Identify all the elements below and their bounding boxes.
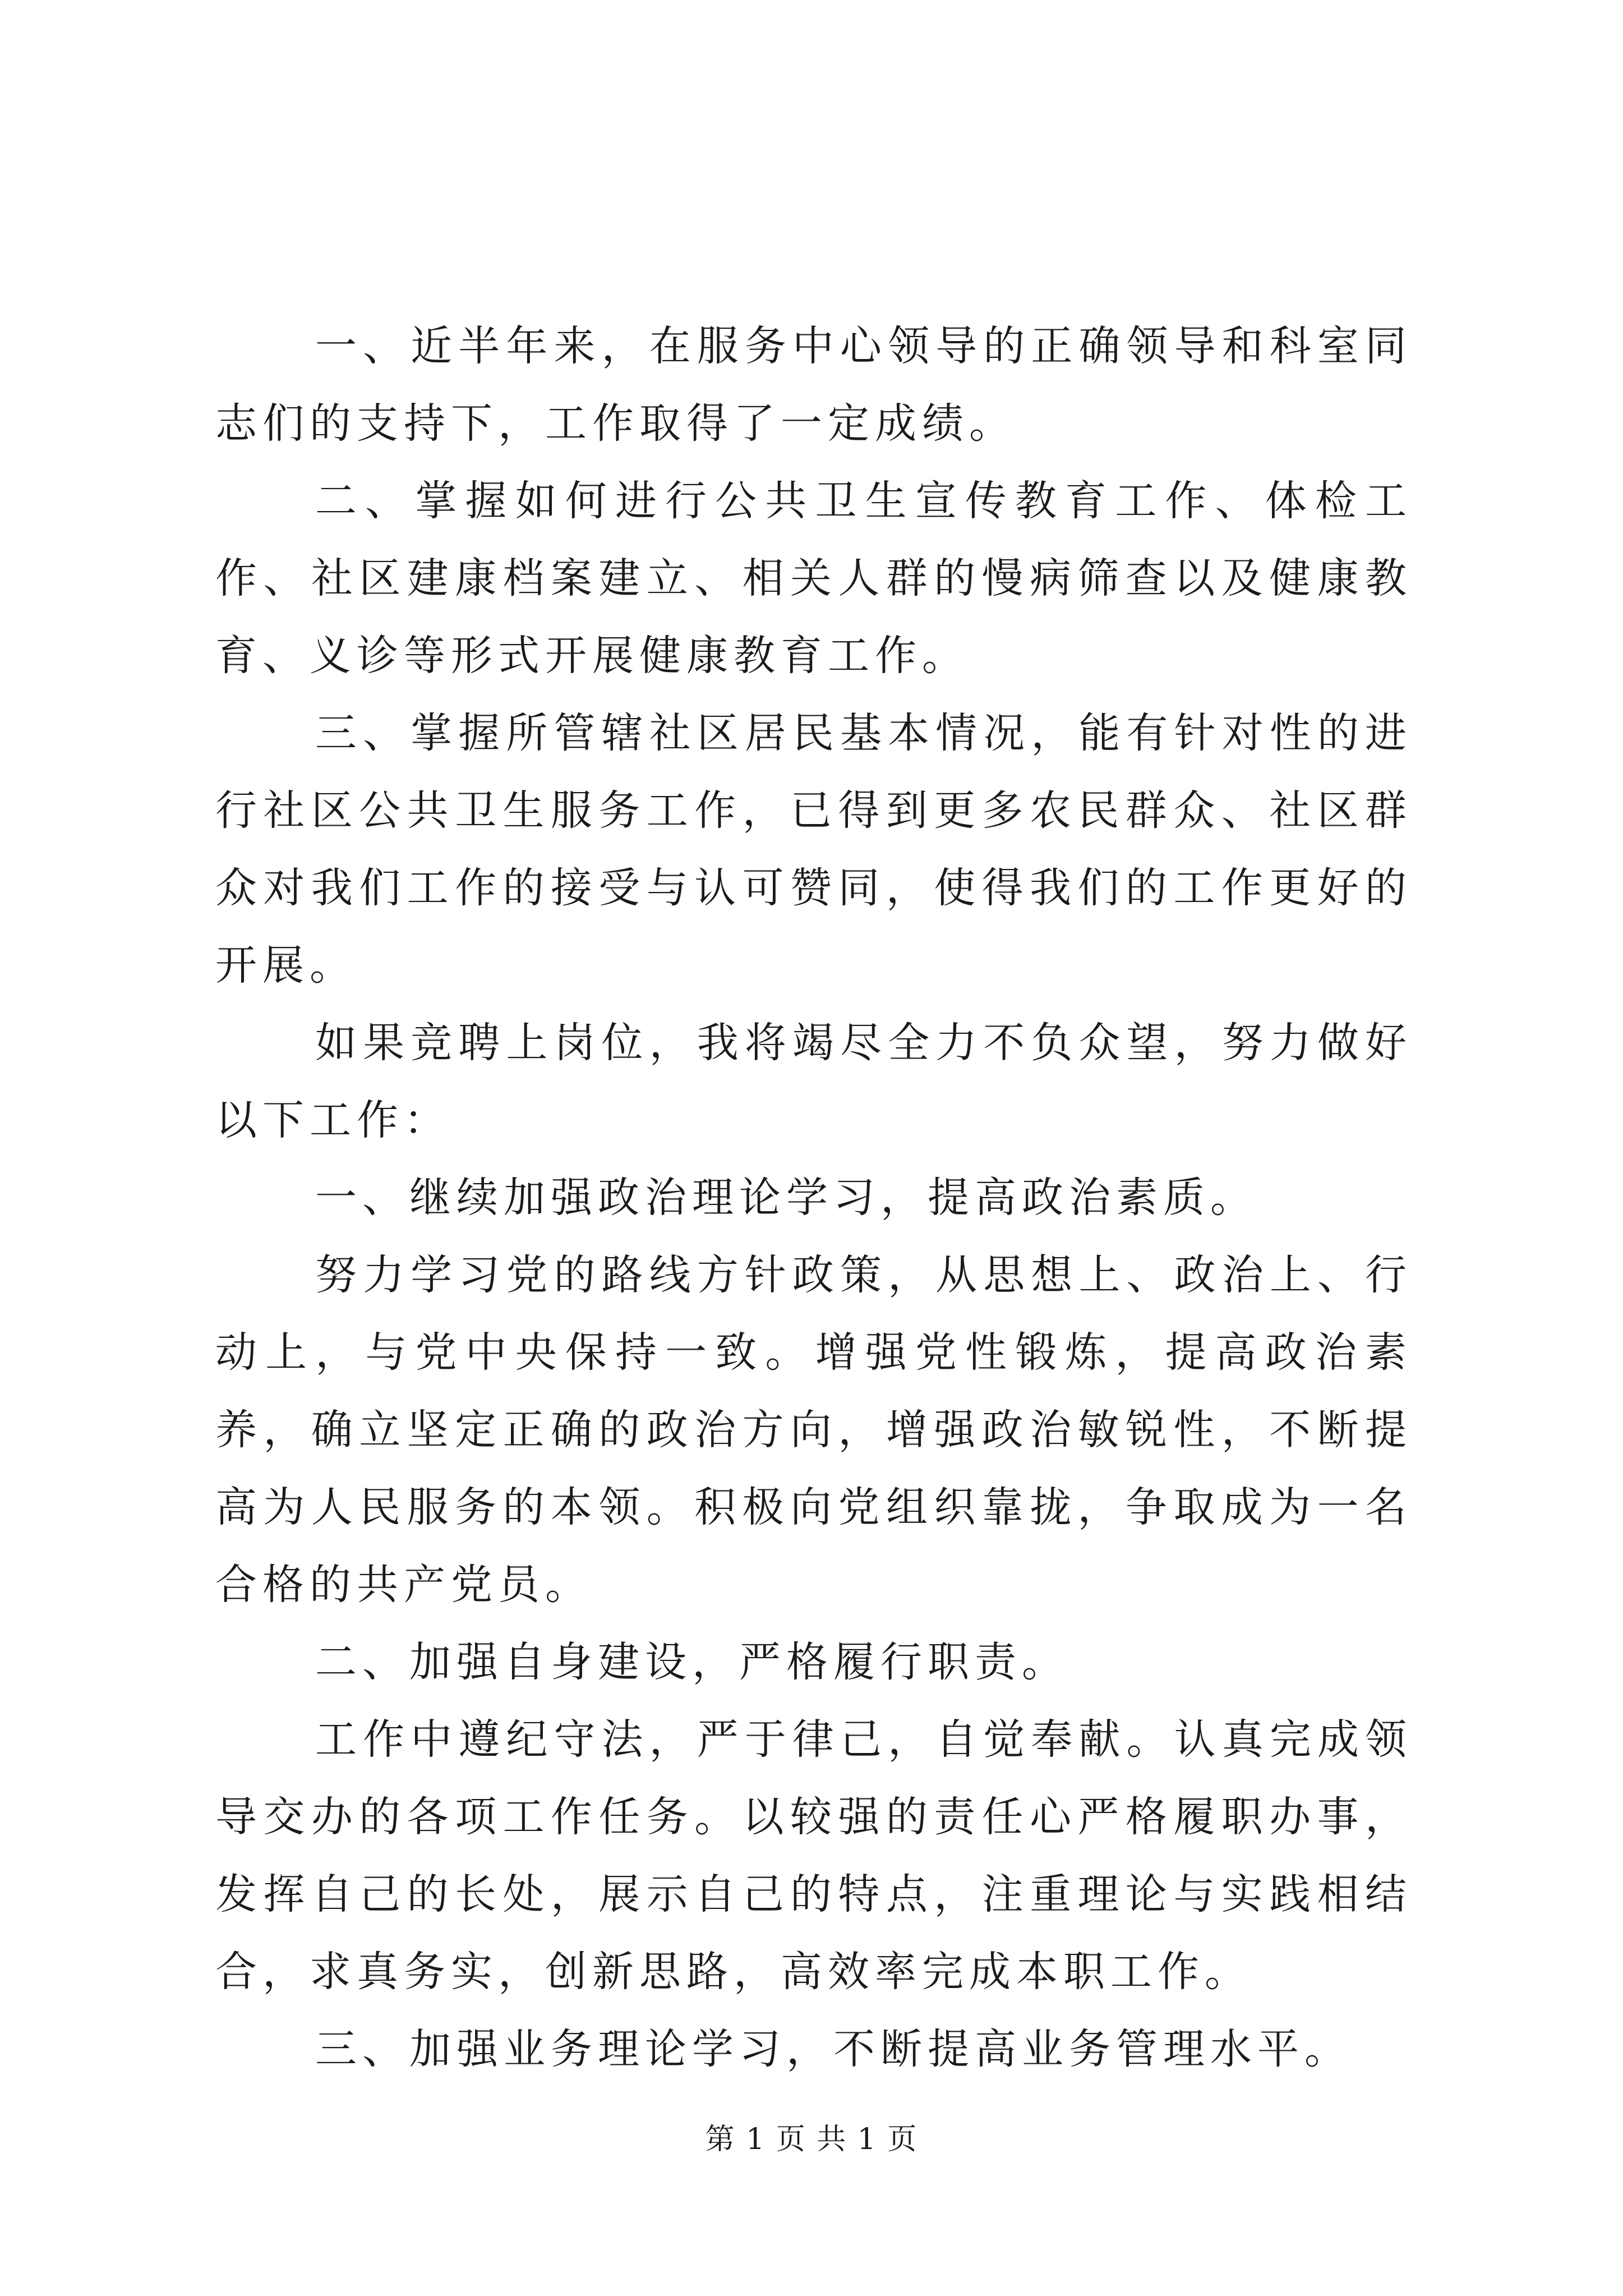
document-body [215, 307, 1412, 2088]
paragraph-8: 工作中遵纪守法，严于律己，自觉奉献。认真完成领导交办的各项工作任务。以较强的责任心严格履职办事，发挥自己的长处，展示自己的特点，注重理论与实践相结合，求真务实，创新思路，高效率完成本职工作。 [215, 1715, 1412, 1996]
paragraph-4: 如果竞聘上岗位，我将竭尽全力不负众望，努力做好以下工作： [215, 1019, 1412, 1144]
paragraph-3: 三、掌握所管辖社区居民基本情况，能有针对性的进行社区公共卫生服务工作，已得到更多农民群众、社区群众对我们工作的接受与认可赞同，使得我们的工作更好的开展。 [215, 709, 1412, 990]
paragraph-1: 一、近半年来，在服务中心领导的正确领导和科室同志们的支持下，工作取得了一定成绩。 [215, 322, 1412, 448]
paragraph-6: 努力学习党的路线方针政策，从思想上、政治上、行动上，与党中央保持一致。增强党性锻炼，提高政治素养，确立坚定正确的政治方向，增强政治敏锐性，不断提高为人民服务的本领。积极向党组织靠拢，争取成为一名合格的共产党员。 [215, 1251, 1412, 1609]
paragraph-5: 一、继续加强政治理论学习，提高政治素质。 [315, 1174, 1257, 1222]
paragraph-9: 三、加强业务理论学习，不断提高业务管理水平。 [315, 2025, 1352, 2073]
page-number-label: 第 1 页 共 1 页 [705, 2123, 918, 2156]
page-footer [0, 2122, 1623, 2157]
paragraph-7: 二、加强自身建设，严格履行职责。 [315, 1638, 1069, 1686]
paragraph-2: 二、掌握如何进行公共卫生宣传教育工作、体检工作、社区建康档案建立、相关人群的慢病筛查以及健康教育、义诊等形式开展健康教育工作。 [215, 477, 1412, 680]
